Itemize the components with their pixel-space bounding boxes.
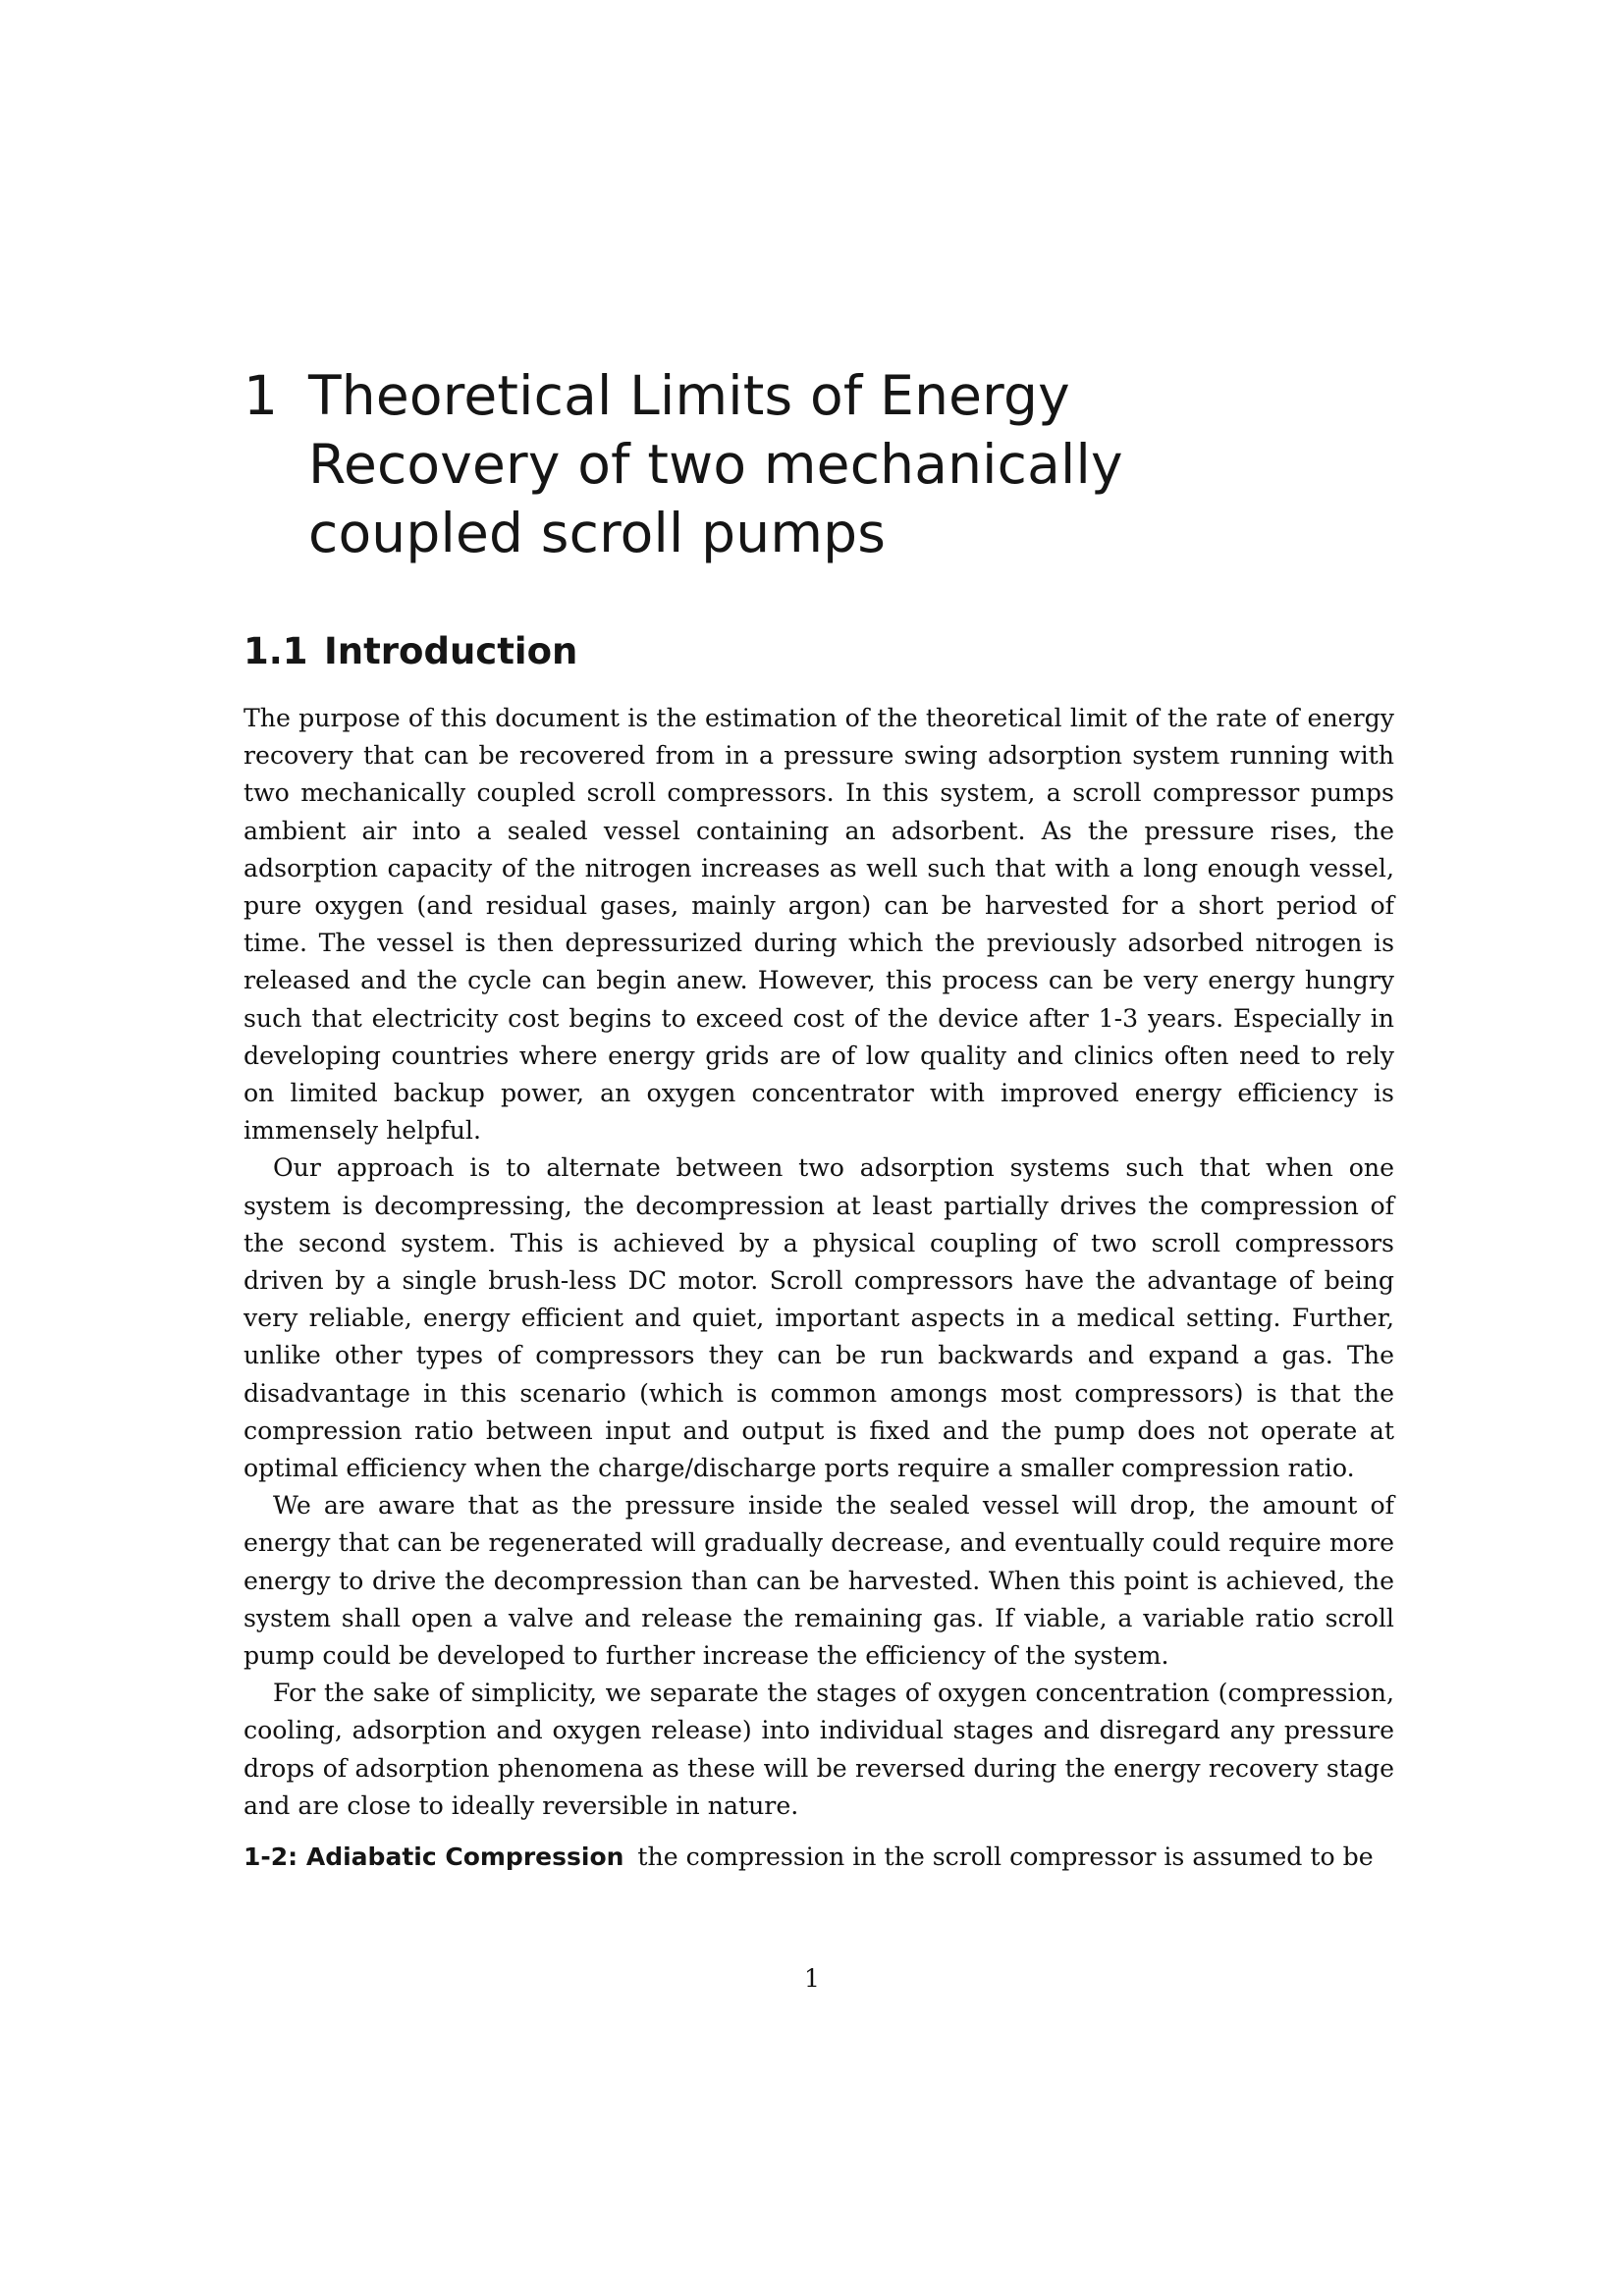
chapter-heading [244,361,1394,567]
subhead-paragraph [244,1839,1394,1876]
paragraph-3: We are aware that as the pressure inside the sealed vessel will drop, the amount of energy that can be regenerated will gradually decrease, and eventually could require more energy to drive the decompression than can be harvested. When this point is achieved, the system shall open a valve and release the remaining gas. If viable, a variable ratio scroll pump could be developed to further increase the efficiency of the system. [244,1491,1394,1671]
section-heading [244,629,1394,674]
page-number: 1 [804,1964,820,1993]
chapter-number: 1 [244,364,279,427]
page-content [244,361,1394,1876]
paragraph-2: Our approach is to alternate between two adsorption systems such that when one system is decompressing, the decompression at least partially drives the compression of the second system. This is achieved by a physical coupling of two scroll compressors driven by a single brush-less DC motor. Scroll compressors have the advantage of being very reliable, energy efficient and quiet, important aspects in a medical setting. Further, unlike other types of compressors they can be run backwards and expand a gas. The disadvantage in this scenario (which is common amongs most compressors) is that the compression ratio between input and output is fixed and the pump does not operate at optimal efficiency when the charge/discharge ports require a smaller compression ratio. [244,1153,1394,1483]
subhead-text: the compression in the scroll compressor is assumed to be [637,1842,1374,1872]
chapter-title: Theoretical Limits of Energy Recovery of two mechanically coupled scroll pumps [308,364,1123,564]
paragraph-4: For the sake of simplicity, we separate the stages of oxygen concentration (compression, cooling, adsorption and oxygen release) into individual stages and disregard any pressure drops of adsorption phenomena as these will be reversed during the energy recovery stage and are close to ideally reversible in nature. [244,1679,1394,1820]
body-text [244,700,1394,1876]
section-number: 1.1 [244,630,308,672]
run-in-heading: 1-2: Adiabatic Compression [244,1842,624,1872]
section-title: Introduction [324,630,578,672]
paragraph-1: The purpose of this document is the estimation of the theoretical limit of the rate of energy recovery that can be recovered from in a pressure swing adsorption system running with two mechanically coupled scroll compressors. In this system, a scroll compressor pumps ambient air into a sealed vessel containing an adsorbent. As the pressure rises, the adsorption capacity of the nitrogen increases as well such that with a long enough vessel, pure oxygen (and residual gases, mainly argon) can be harvested for a short period of time. The vessel is then depressurized during which the previously adsorbed nitrogen is released and the cycle can begin anew. However, this process can be very energy hungry such that electricity cost begins to exceed cost of the device after 1-3 years. Especially in developing countries where energy grids are of low quality and clinics often need to rely on limited backup power, an oxygen concentrator with improved energy efficiency is immensely helpful. [244,704,1394,1146]
